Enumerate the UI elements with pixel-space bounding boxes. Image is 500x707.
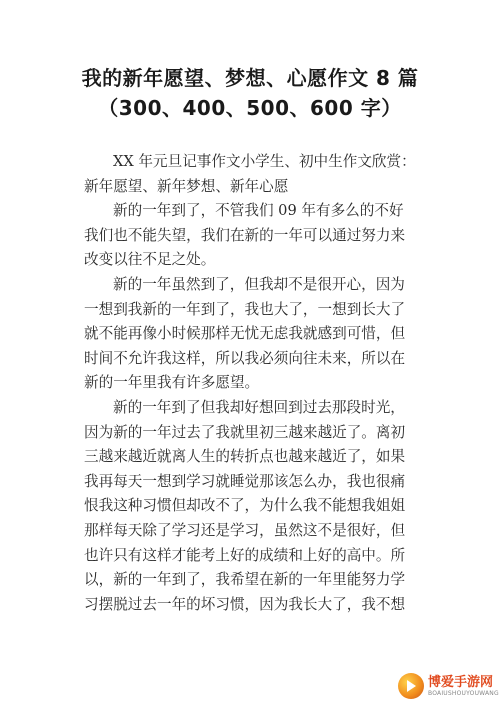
text-line: 以，新的一年到了，我希望在新的一年里能努力学: [84, 571, 406, 589]
text-line: 新的一年虽然到了，但我却不是很开心，因为: [113, 275, 405, 293]
watermark-subtitle: BOAIUSHOUYOUWANG: [428, 689, 499, 697]
text-line: 新的一年里我有许多愿望。: [84, 374, 260, 392]
text-line: 时间不允许我这样，所以我必须向往未来，所以在: [84, 349, 406, 367]
document-title: 我的新年愿望、梦想、心愿作文 8 篇: [81, 66, 419, 90]
article-body: [84, 150, 424, 617]
text-line: 改变以往不足之处。: [84, 251, 216, 269]
document-subtitle: （300、400、500、600 字）: [98, 96, 402, 120]
text-line: 新年愿望、新年梦想、新年心愿: [84, 177, 289, 195]
text-line: 习摆脱过去一年的坏习惯，因为我长大了，我不想: [84, 595, 406, 613]
text-line: 我再每天一想到学习就睡觉那该怎么办，我也很痛: [84, 472, 406, 490]
site-watermark: [398, 671, 499, 701]
text-line: 我们也不能失望，我们在新的一年可以通过努力来: [84, 226, 406, 244]
text-line: 恨我这种习惯但却改不了，为什么我不能想我姐姐: [84, 497, 406, 515]
watermark-text: [428, 675, 499, 698]
text-line: 也许只有这样才能考上好的成绩和上好的高中。所: [84, 546, 406, 564]
text-line: 一想到我新的一年到了，我也大了，一想到长大了: [84, 300, 406, 318]
text-line: XX 年元旦记事作文小学生、初中生作文欣赏：: [113, 153, 416, 170]
play-logo-icon: [398, 673, 424, 699]
text-line: 新的一年到了但我却好想回到过去那段时光，: [113, 398, 405, 416]
text-line: 就不能再像小时候那样无忧无虑我就感到可惜，但: [84, 325, 406, 343]
text-line: 新的一年到了，不管我们 09 年有多么的不好: [113, 202, 404, 220]
watermark-title: 博爱手游网: [428, 674, 494, 690]
text-line: 三越来越近就离人生的转折点也越来越近了，如果: [84, 448, 406, 466]
text-line: 因为新的一年过去了我就里初三越来越近了。离初: [84, 423, 406, 441]
text-line: 那样每天除了学习还是学习，虽然这不是很好，但: [84, 521, 406, 539]
